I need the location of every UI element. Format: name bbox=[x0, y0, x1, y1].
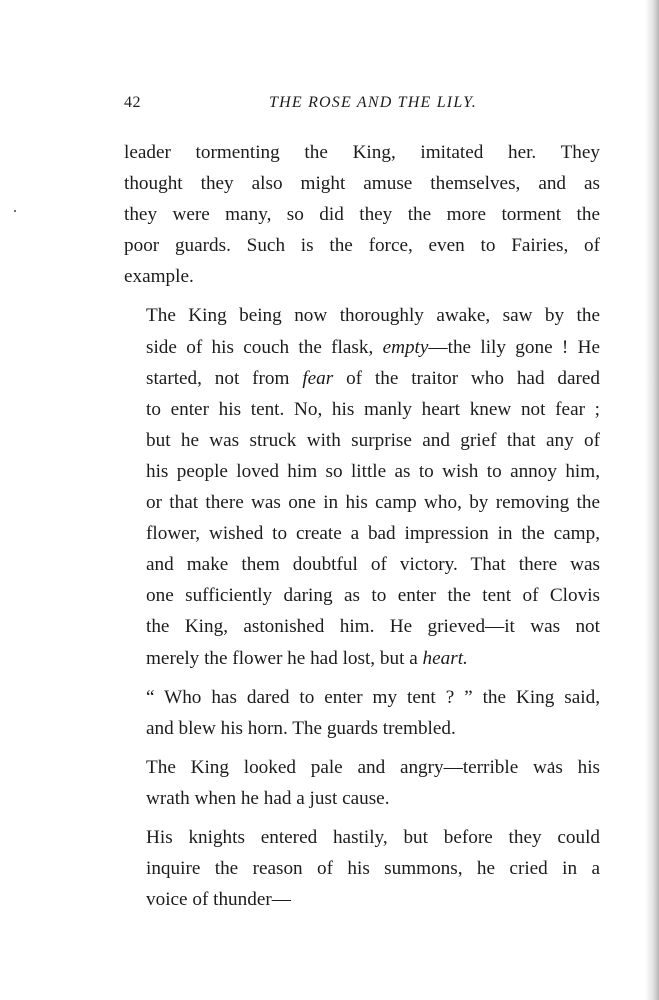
text-line: to enter his tent. No, his manly heart knew not fear ; bbox=[146, 398, 600, 420]
scan-edge-shadow bbox=[645, 0, 659, 1000]
text-line: voice of thunder— bbox=[146, 889, 291, 911]
text-line: or that there was one in his camp who, by removing the bbox=[146, 492, 600, 514]
text-run: started, not from bbox=[146, 367, 303, 389]
paragraph-4 bbox=[124, 752, 600, 814]
emphasis-fear: fear bbox=[302, 367, 334, 389]
text-line: flower, wished to create a bad impression in the camp, bbox=[146, 523, 600, 545]
text-line: inquire the reason of his summons, he cried in a bbox=[146, 858, 600, 880]
text-line: example. bbox=[124, 266, 194, 288]
text-line: The King looked pale and angry—terrible was his bbox=[146, 756, 600, 778]
emphasis-empty: empty bbox=[382, 336, 429, 358]
text-line: one sufficiently daring as to enter the tent of Clovis bbox=[146, 585, 600, 607]
text-line: the King, astonished him. He grieved—it was not bbox=[146, 616, 600, 638]
emphasis-heart: heart. bbox=[422, 647, 468, 669]
page-header bbox=[124, 94, 600, 120]
paragraph-3 bbox=[124, 682, 600, 744]
text-line-with-emphasis bbox=[124, 363, 600, 394]
paragraph-2 bbox=[124, 300, 600, 673]
text-line: and blew his horn. The guards trembled. bbox=[146, 717, 456, 739]
text-run: merely the flower he had lost, but a bbox=[146, 647, 423, 669]
text-line: but he was struck with surprise and grief that any of bbox=[146, 429, 600, 451]
text-line: wrath when he had a just cause. bbox=[146, 787, 390, 809]
text-line-with-emphasis bbox=[124, 643, 600, 674]
paragraph-5 bbox=[124, 822, 600, 915]
running-title: THE ROSE AND THE LILY. bbox=[269, 94, 477, 111]
text-line: His knights entered hastily, but before they could bbox=[146, 826, 600, 848]
text-line: poor guards. Such is the force, even to Fairies, of bbox=[124, 235, 600, 257]
text-line-with-emphasis bbox=[124, 332, 600, 363]
paragraph-1 bbox=[124, 137, 600, 292]
text-run: side of his couch the flask, bbox=[146, 336, 383, 358]
text-line: “ Who has dared to enter my tent ? ” the King said, bbox=[146, 686, 600, 708]
text-line: and make them doubtful of victory. That there was bbox=[146, 554, 600, 576]
text-line: they were many, so did they the more torment the bbox=[124, 204, 600, 226]
text-line: The King being now thoroughly awake, saw by the bbox=[146, 305, 600, 327]
page-number: 42 bbox=[124, 94, 141, 111]
text-run: of the traitor who had dared bbox=[333, 367, 600, 389]
text-run: —the lily gone ! He bbox=[428, 336, 600, 358]
scan-speck bbox=[14, 210, 16, 212]
text-line: his people loved him so little as to wish to annoy him, bbox=[146, 460, 600, 482]
text-line: thought they also might amuse themselves, and as bbox=[124, 173, 600, 195]
text-line: leader tormenting the King, imitated her. They bbox=[124, 142, 600, 163]
body-text bbox=[124, 137, 600, 915]
